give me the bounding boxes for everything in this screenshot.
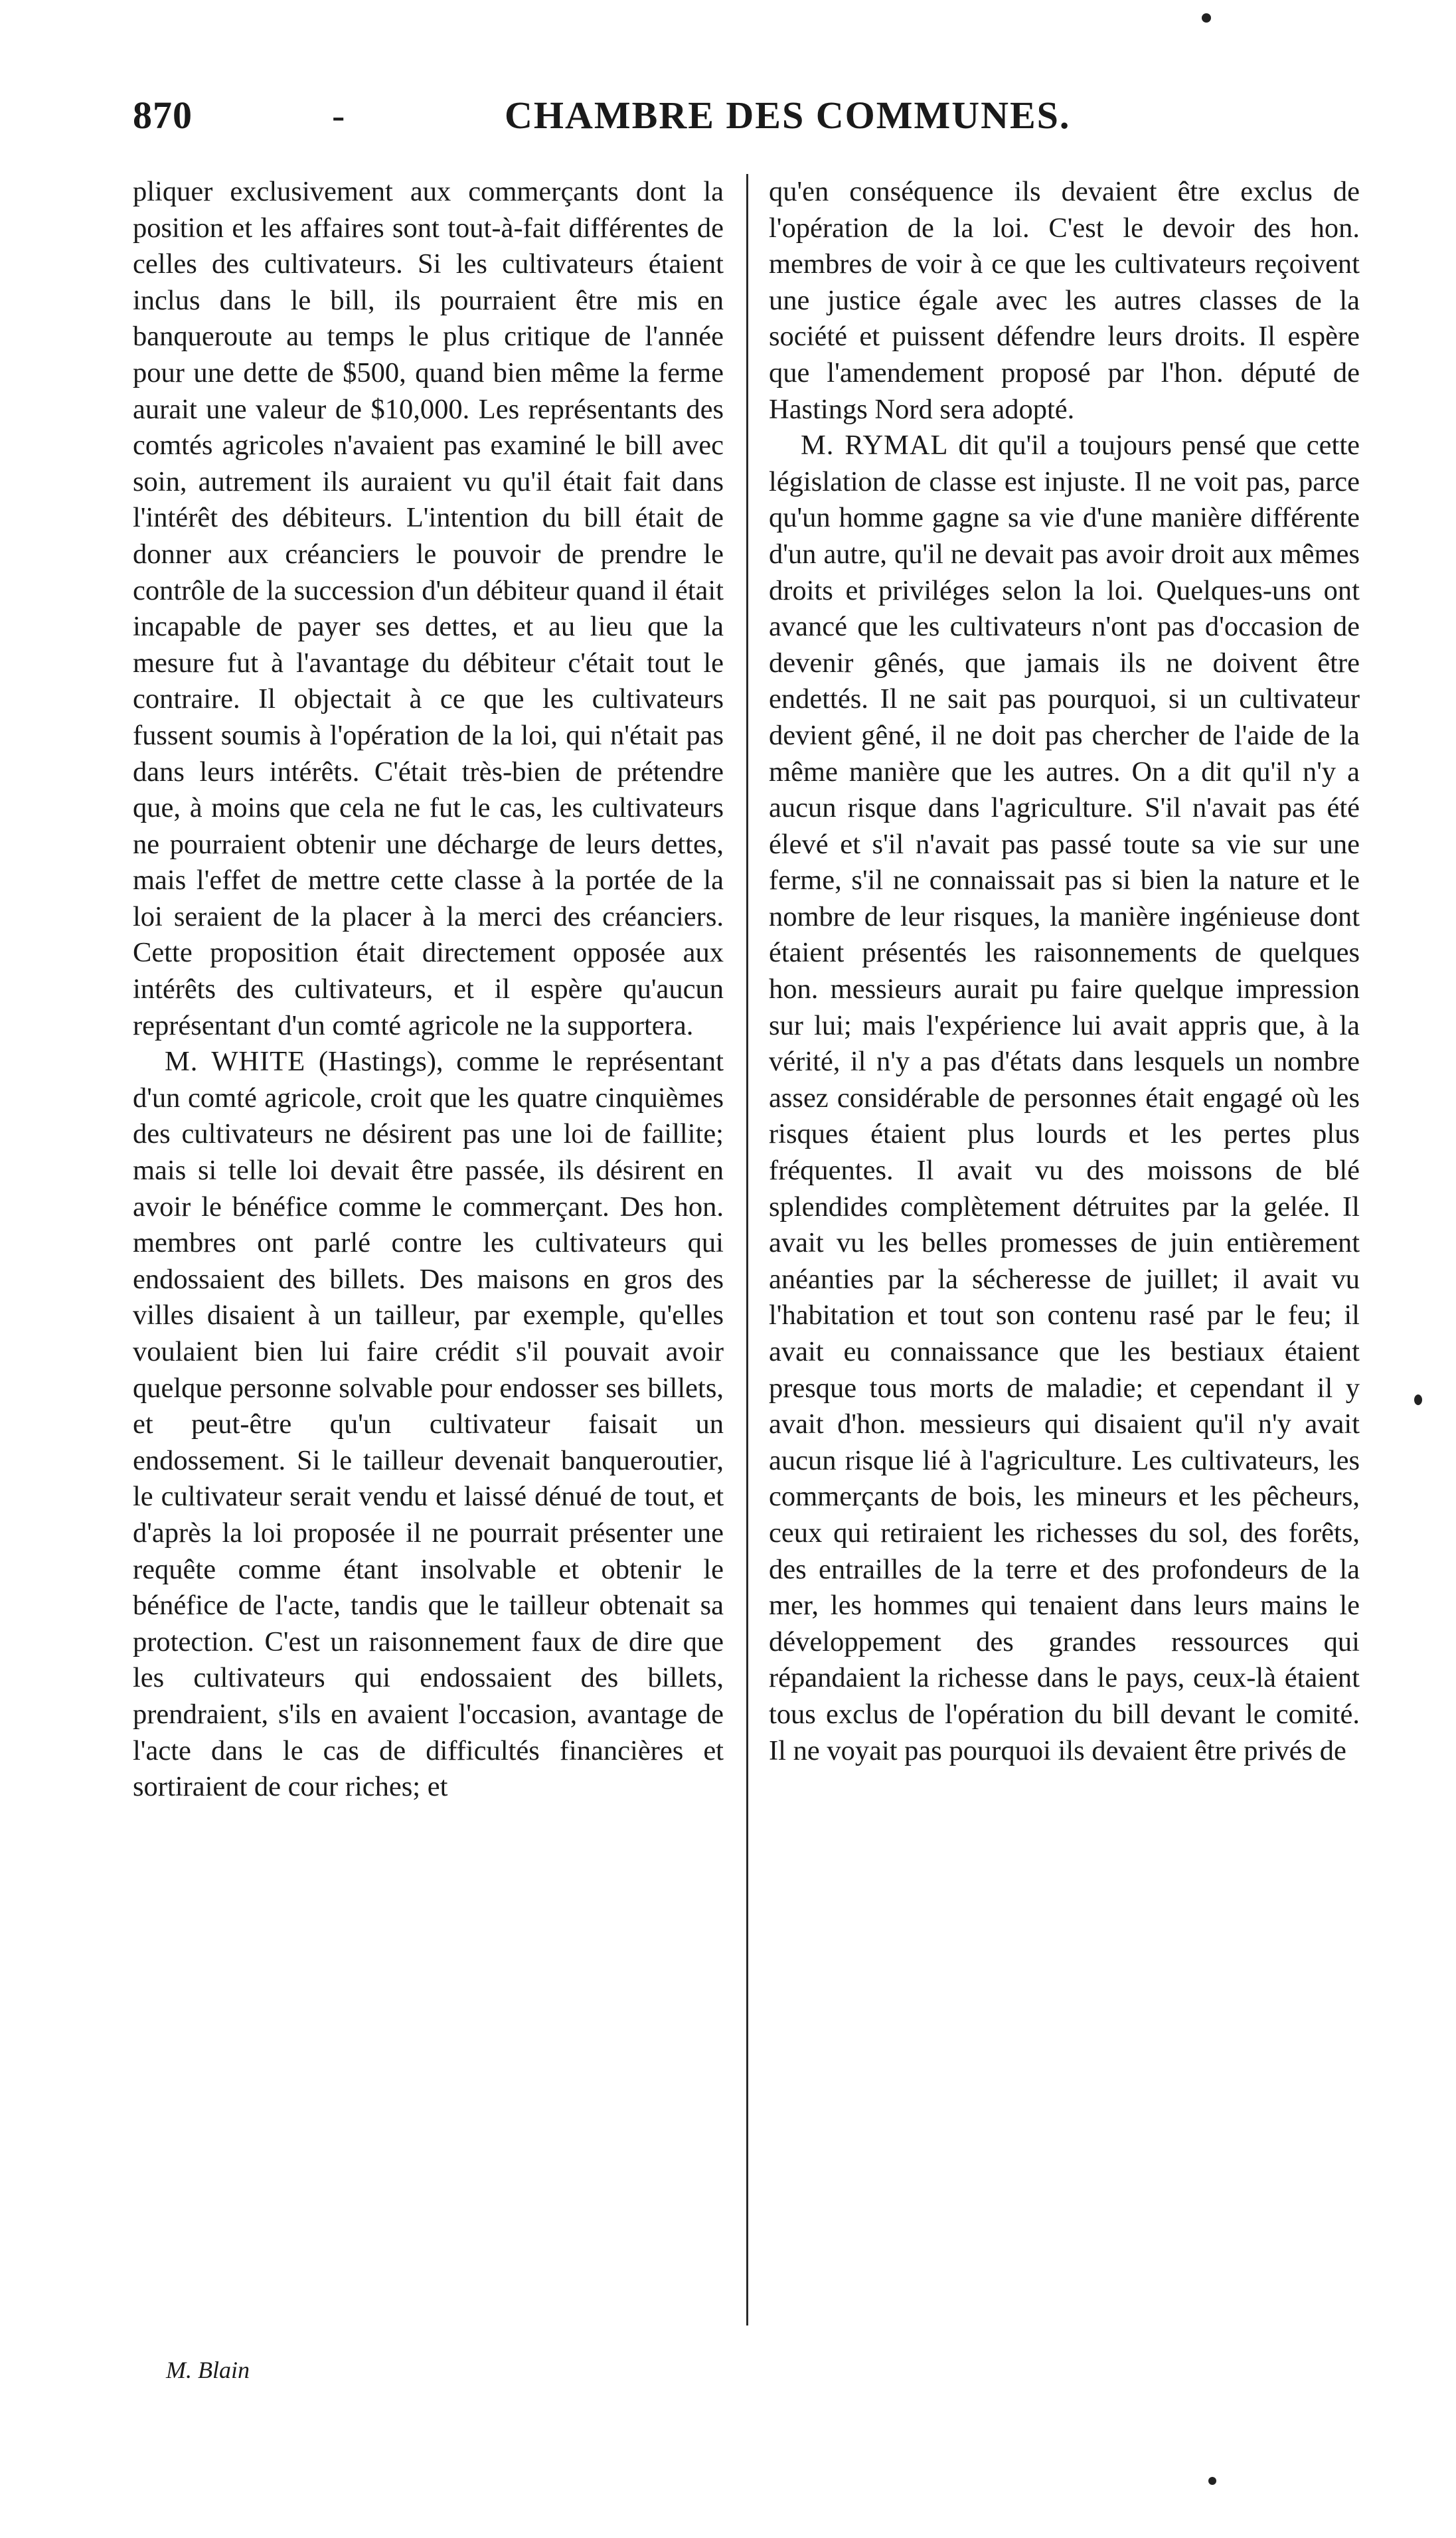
left-column xyxy=(133,174,724,1806)
running-title: CHAMBRE DES COMMUNES. xyxy=(505,94,1071,137)
paragraph-text: qu'en conséquence ils devaient être exclus de l'opération de la loi. C'est le devoir des hon. membres de voir à ce que les cultivateurs reçoivent une justice égale avec les autres classes de la société et puissent défendre leurs droits. Il espère que l'amendement proposé par l'hon. député de Hastings Nord sera adopté. xyxy=(769,176,1360,425)
ink-speck xyxy=(1202,13,1211,23)
ink-speck xyxy=(1208,2477,1216,2485)
paragraph xyxy=(769,174,1360,428)
paragraph xyxy=(133,174,724,1044)
ink-speck xyxy=(1414,1395,1422,1405)
footer-signature: M. Blain xyxy=(166,2357,250,2383)
header-dash: - xyxy=(332,94,345,137)
page-header xyxy=(133,93,1354,153)
paragraph xyxy=(769,428,1360,1769)
paragraph-text: dit qu'il a toujours pensé que cette législation de classe est injuste. Il ne voit pas, parce qu'un homme gagne sa vie d'une manière différente d'un autre, qu'il ne devait pas avoir droit aux mêmes droits et priviléges selon la loi. Quelques-uns ont avancé que les cultivateurs n'ont pas d'occasion de devenir gênés, que jamais ils ne doivent être endettés. Il ne sait pas pourquoi, si un cultivateur devient gêné, il ne doit pas chercher de l'aide de la même manière que les autres. On a dit qu'il n'y a aucun risque dans l'agriculture. S'il n'avait pas été élevé et s'il n'avait pas passé toute sa vie sur une ferme, s'il ne connaissait pas si bien la nature et le nombre de leur risques, la manière ingénieuse dont étaient présentés les raisonnements de quelques hon. messieurs aurait pu faire quelque impression sur lui; mais l'expérience lui avait appris que, à la vérité, il n'y a pas d'états dans lesquels un nombre assez considérable de personnes était engagé où les risques étaient plus lourds et les pertes plus fréquentes. Il avait vu des moissons de blé splendides complètement détruites par la gelée. Il avait vu les belles promesses de juin entièrement anéanties par la sécheresse de juillet; il avait vu l'habitation et tout son contenu rasé par le feu; il avait eu connaissance que les bestiaux étaient presque tous morts de maladie; et cependant il y avait d'hon. messieurs qui disaient qu'il n'y avait aucun risque lié à l'agriculture. Les cultivateurs, les commerçants de bois, les mineurs et les pêcheurs, ceux qui retiraient les richesses du sol, des forêts, des entrailles de la terre et des profondeurs de la mer, les hommes qui tenaient dans leurs mains le développement des grandes ressources qui répandaient la richesse dans le pays, ceux-là étaient tous exclus de l'opération du bill devant le comité. Il ne voyait pas pourquoi ils devaient être privés de xyxy=(769,430,1360,1766)
right-column xyxy=(769,174,1360,1769)
column-divider xyxy=(746,174,748,2326)
page-number: 870 xyxy=(133,94,193,137)
speaker-name: M. RYMAL xyxy=(801,430,949,462)
paragraph-text: pliquer exclusivement aux commerçants dont la position et les affaires sont tout-à-fait différentes de celles des cultivateurs. Si les cultivateurs étaient inclus dans le bill, ils pourraient être mis en banqueroute au temps le plus critique de l'année pour une dette de $500, quand bien même la ferme aurait une valeur de $10,000. Les représentants des comtés agricoles n'avaient pas examiné le bill avec soin, autrement ils auraient vu qu'il était fait dans l'intérêt des débiteurs. L'intention du bill était de donner aux créanciers le pouvoir de prendre le contrôle de la succession d'un débiteur quand il était incapable de payer ses dettes, et au lieu que la mesure fut à l'avantage du débiteur c'était tout le contraire. Il objectait à ce que les cultivateurs fussent soumis à l'opération de la loi, qui n'était pas dans leurs intérêts. C'était très-bien de prétendre que, à moins que cela ne fut le cas, les cultivateurs ne pourraient obtenir une décharge de leurs dettes, mais l'effet de mettre cette classe à la portée de la loi seraient de la placer à la merci des créanciers. Cette proposition était directement opposée aux intérêts des cultivateurs, et il espère qu'aucun représentant d'un comté agricole ne la supportera. xyxy=(133,176,724,1041)
paragraph-text: (Hastings), comme le représentant d'un comté agricole, croit que les quatre cinquièmes des cultivateurs ne désirent pas une loi de faillite; mais si telle loi devait être passée, ils désirent en avoir le bénéfice comme le commerçant. Des hon. membres ont parlé contre les cultivateurs qui endossaient des billets. Des maisons en gros des villes disaient à un tailleur, par exemple, qu'elles voulaient bien lui faire crédit s'il pouvait avoir quelque personne solvable pour endosser ses billets, et peut-être qu'un cultivateur faisait un endossement. Si le tailleur devenait banqueroutier, le cultivateur serait vendu et laissé dénué de tout, et d'après la loi proposée il ne pourrait présenter une requête comme étant insolvable et obtenir le bénéfice de l'acte, tandis que le tailleur obtenait sa protection. C'est un raisonnement faux de dire que les cultivateurs qui endossaient des billets, prendraient, s'ils en avaient l'occasion, avantage de l'acte dans le cas de difficultés financières et sortiraient de cour riches; et xyxy=(133,1046,724,1803)
paragraph xyxy=(133,1044,724,1805)
speaker-name: M. WHITE xyxy=(165,1046,306,1078)
